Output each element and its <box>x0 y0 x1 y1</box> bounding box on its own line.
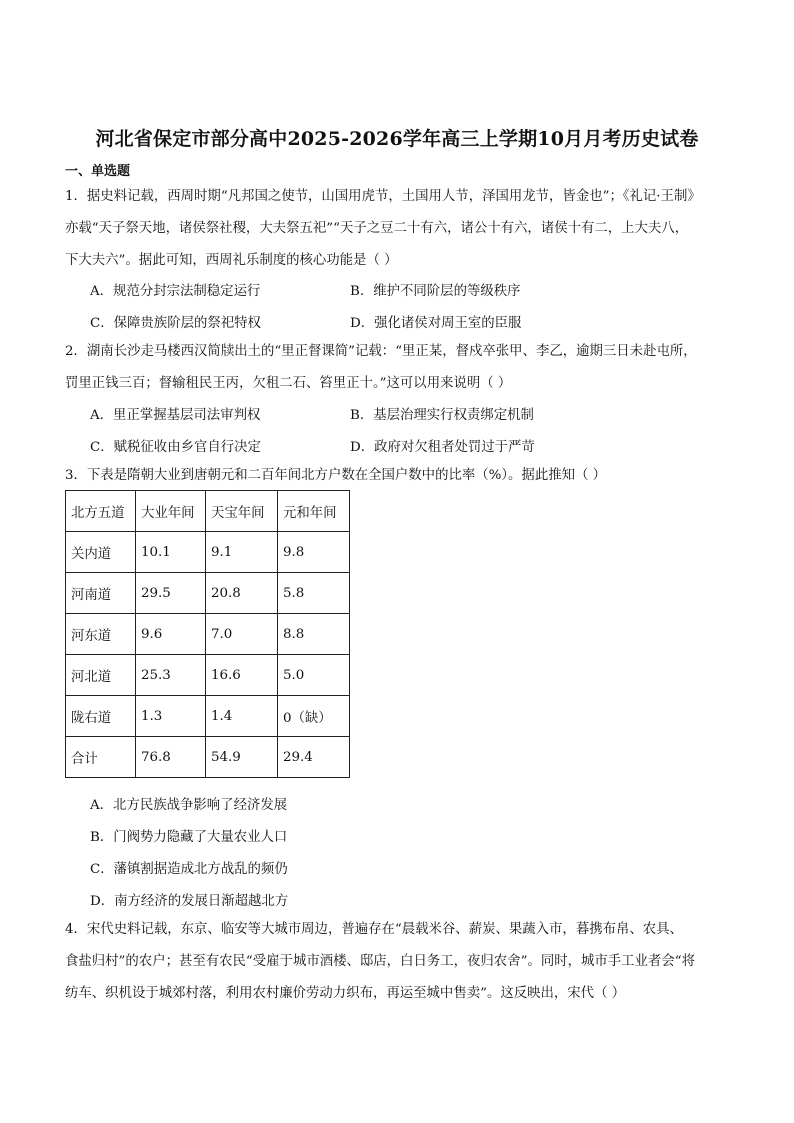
table-cell: 关内道 <box>66 532 136 573</box>
question-3-option-b: B．门阀势力隐藏了大量农业人口 <box>90 830 288 845</box>
question-4-line: 纺车、织机设于城郊村落，利用农村廉价劳动力织布，再运至城中售卖”。这反映出，宋代（ ） <box>65 986 626 1001</box>
table-row <box>66 737 350 778</box>
table-cell: 5.0 <box>278 655 350 696</box>
table-row <box>66 696 350 737</box>
table-cell: 1.4 <box>206 696 278 737</box>
table-cell: 9.6 <box>136 614 206 655</box>
table-cell: 25.3 <box>136 655 206 696</box>
question-2 <box>65 336 729 400</box>
question-1-option-b: B．维护不同阶层的等级秩序 <box>350 284 521 299</box>
table-cell: 16.6 <box>206 655 278 696</box>
table-row <box>66 532 350 573</box>
question-2-line: 罚里正钱三百；督输租民王丙，欠租二石、笞里正十。”这可以用来说明（ ） <box>65 376 512 391</box>
table-header-cell: 大业年间 <box>136 491 206 532</box>
question-1-line: 1．据史料记载，西周时期“凡邦国之使节，山国用虎节，土国用人节，泽国用龙节，皆金也”；《礼记·王制》 <box>65 189 701 204</box>
table-cell: 9.1 <box>206 532 278 573</box>
table-cell: 29.5 <box>136 573 206 614</box>
section-heading: 一、单选题 <box>65 164 131 179</box>
question-1 <box>65 181 729 277</box>
table-cell: 合计 <box>66 737 136 778</box>
table-header-row <box>66 491 350 532</box>
question-1-line: 下大夫六”。据此可知，西周礼乐制度的核心功能是（ ） <box>65 253 398 268</box>
table-cell: 10.1 <box>136 532 206 573</box>
question-3-stem: 3．下表是隋朝大业到唐朝元和二百年间北方户数在全国户数中的比率（%）。据此推知（ ） <box>65 468 607 483</box>
question-3-option-a: A．北方民族战争影响了经济发展 <box>90 798 288 813</box>
table-cell: 河南道 <box>66 573 136 614</box>
table-cell: 河东道 <box>66 614 136 655</box>
question-1-line: 亦载“天子祭天地，诸侯祭社稷，大夫祭五祀”“天子之豆二十有六，诸公十有六，诸侯十有二，上大夫八， <box>65 221 689 236</box>
question-4 <box>65 914 729 1010</box>
table-header-cell: 元和年间 <box>278 491 350 532</box>
exam-title: 河北省保定市部分高中2025-2026学年高三上学期10月月考历史试卷 <box>95 128 699 150</box>
question-1-option-a: A．规范分封宗法制稳定运行 <box>90 284 261 299</box>
table-cell: 1.3 <box>136 696 206 737</box>
question-1-option-c: C．保障贵族阶层的祭祀特权 <box>90 316 261 331</box>
table-cell: 54.9 <box>206 737 278 778</box>
household-ratio-table <box>65 490 350 778</box>
table-cell: 5.8 <box>278 573 350 614</box>
table-header-cell: 天宝年间 <box>206 491 278 532</box>
table-cell: 7.0 <box>206 614 278 655</box>
question-2-option-c: C．赋税征收由乡官自行决定 <box>90 440 261 455</box>
question-2-option-a: A．里正掌握基层司法审判权 <box>90 408 261 423</box>
table-cell: 29.4 <box>278 737 350 778</box>
table-header-cell: 北方五道 <box>66 491 136 532</box>
table-cell: 8.8 <box>278 614 350 655</box>
table-cell: 河北道 <box>66 655 136 696</box>
table-cell: 0（缺） <box>278 696 350 737</box>
question-2-line: 2．湖南长沙走马楼西汉简牍出土的“里正督课简”记载：“里正某，督戍卒张甲、李乙，逾期三日未赴屯所， <box>65 344 697 359</box>
table-row <box>66 614 350 655</box>
table-cell: 陇右道 <box>66 696 136 737</box>
question-3-option-d: D．南方经济的发展日渐超越北方 <box>90 894 289 909</box>
question-1-option-d: D．强化诸侯对周王室的臣服 <box>350 316 522 331</box>
table-cell: 76.8 <box>136 737 206 778</box>
question-3-option-c: C．藩镇割据造成北方战乱的频仍 <box>90 862 288 877</box>
question-2-option-d: D．政府对欠租者处罚过于严苛 <box>350 440 535 455</box>
question-2-option-b: B．基层治理实行权责绑定机制 <box>350 408 534 423</box>
question-4-line: 食盐归村”的农户；甚至有农民“受雇于城市酒楼、邸店，白日务工，夜归农舍”。同时，城市手工业者会“将 <box>65 954 695 969</box>
table-cell: 20.8 <box>206 573 278 614</box>
table-cell: 9.8 <box>278 532 350 573</box>
table-row <box>66 655 350 696</box>
table-row <box>66 573 350 614</box>
question-4-line: 4．宋代史料记载，东京、临安等大城市周边，普遍存在“晨载米谷、薪炭、果蔬入市，暮携布帛、农具、 <box>65 922 683 937</box>
